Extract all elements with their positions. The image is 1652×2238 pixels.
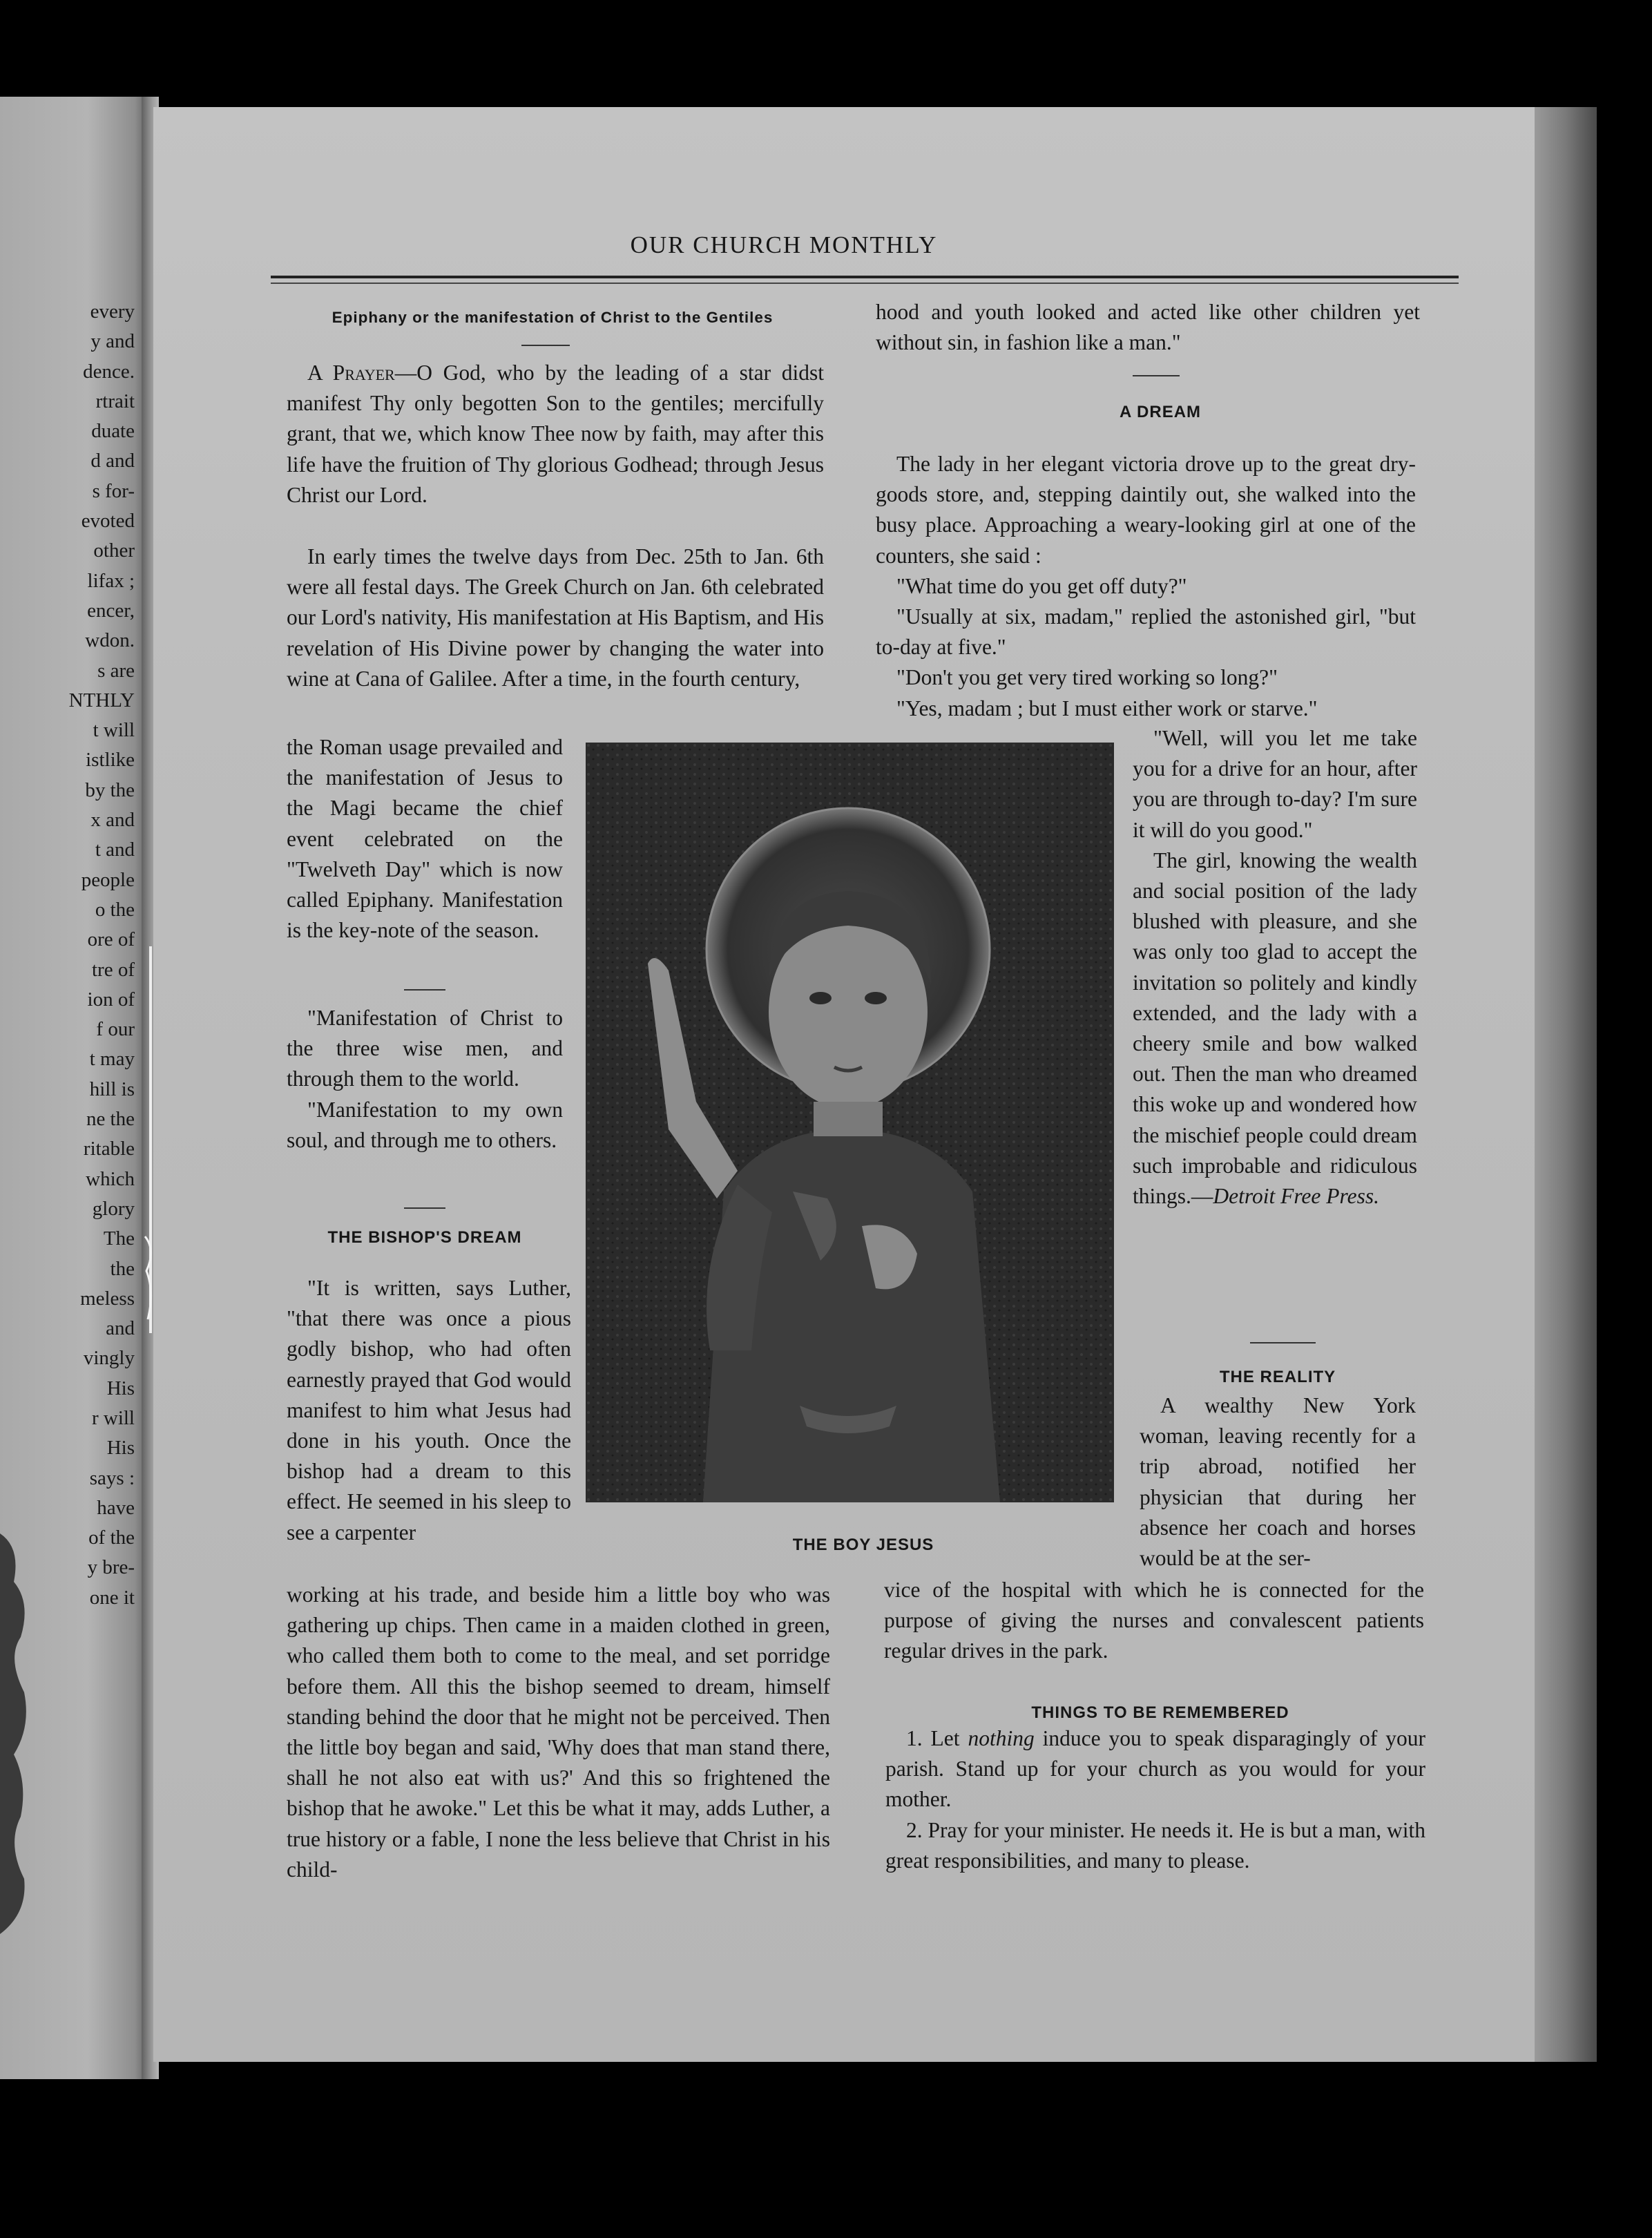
bishops-dream-ending	[876, 297, 1420, 358]
divider	[1133, 375, 1180, 376]
left-page-fragment: t and	[95, 839, 135, 861]
divider	[404, 1207, 445, 1209]
things-list	[885, 1723, 1425, 1876]
left-page-fragment: rtrait	[95, 390, 135, 412]
reality-narrow	[1140, 1390, 1416, 1574]
left-page-fragment: s for-	[92, 479, 135, 502]
left-page-fragment: says :	[89, 1466, 135, 1489]
left-page-fragment: duate	[91, 420, 135, 443]
quote-one: "Manifestation of Christ to the three wise men, and through them to the world.	[287, 1006, 563, 1091]
left-page-fragment: ritable	[83, 1138, 135, 1160]
reality-text-narrow: A wealthy New York woman, leaving recently for a trip abroad, notified her physician that during her absence her coach and horses would be at the ser-	[1140, 1393, 1416, 1571]
bishops-dream-narrow	[287, 1273, 571, 1548]
a-dream-p1: The lady in her elegant victoria drove up to the great dry-goods store, and, stepping daintily out, she walked into the busy place. Approaching a weary-looking girl at one of the counters, she said :	[876, 452, 1416, 568]
left-page-fragment: The	[103, 1227, 135, 1250]
left-page-fragment: t may	[89, 1048, 135, 1071]
header-rule	[271, 276, 1459, 278]
bishops-dream-text-narrow: "It is written, says Luther, "that there was once a pious godly bishop, who had often earnestly prayed that God would manifest to him what Jesus had done in his youth. Once the bishop had a dream to this effect. He seemed in his sleep to see a carpenter	[287, 1276, 571, 1544]
left-page-fragment: one it	[89, 1586, 135, 1609]
quote-two: "Manifestation to my own soul, and through me to others.	[287, 1097, 563, 1152]
left-page-fragment: every	[90, 300, 135, 323]
left-page-fragment: His	[106, 1377, 135, 1399]
page-edge-shadow	[1535, 107, 1597, 2062]
prayer-paragraph	[287, 358, 824, 510]
a-dream-p2: "What time do you get off duty?"	[896, 573, 1187, 598]
a-dream-p7-text: The girl, knowing the wealth and social position of the lady blushed with pleasure, and she was only too glad to accept the invitation so politely and kindly extended, and the lady with a cheery smile and bow walked out. Then the man who dreamed this woke up and wondered how the mischief people could dream such improbable and ridiculous things.—	[1133, 848, 1417, 1209]
a-dream-p6: "Well, will you let me take you for a drive for an hour, after you are through to-day? I'm sure it will do you good."	[1133, 726, 1417, 842]
a-dream-p4: "Don't you get very tired working so long?"	[896, 665, 1278, 690]
manifestation-quotes	[287, 1003, 563, 1156]
left-page-fragment: ion of	[87, 988, 135, 1011]
left-page-fragment: of the	[88, 1527, 135, 1549]
things-item-1	[885, 1723, 1425, 1815]
left-page-fragment: people	[81, 868, 135, 891]
epiphany-heading: Epiphany or the manifestation of Christ to the Gentiles	[332, 309, 774, 326]
left-page-fragment: encer,	[87, 599, 135, 622]
things-item-1-b: induce you to speak disparagingly of your parish. Stand up for your church as you would for your mother.	[885, 1726, 1425, 1812]
left-page-fragment: other	[93, 539, 135, 562]
a-dream-p5: "Yes, madam ; but I must either work or starve."	[896, 696, 1318, 720]
left-page-fragment: t will	[93, 719, 135, 742]
left-page-fragment: o the	[95, 898, 135, 921]
left-page-fragment: have	[97, 1496, 135, 1519]
left-page-fragment: His	[106, 1437, 135, 1460]
left-page-fragment: hill is	[89, 1078, 135, 1100]
left-page-fragment: istlike	[86, 749, 135, 772]
things-item-1-a: 1. Let	[906, 1726, 968, 1750]
boy-jesus-picture	[586, 743, 1114, 1502]
left-page-fragment: evoted	[81, 510, 135, 533]
header-rule-thin	[271, 283, 1459, 284]
prayer-label: A Prayer	[307, 361, 395, 385]
epiphany-paragraph	[287, 542, 824, 694]
left-page-fragment: y bre-	[87, 1556, 135, 1579]
things-item-1-emphasis: nothing	[968, 1726, 1035, 1750]
left-page-fragment: vingly	[83, 1347, 135, 1370]
bishops-dream-ending-text: hood and youth looked and acted like other children yet without sin, in fashion like a man."	[876, 300, 1420, 355]
a-dream-p7	[1133, 845, 1417, 1212]
epiphany-continued-text: the Roman usage prevailed and the manifestation of Jesus to the Magi became the chief event celebrated on the "Twelveth Day" which is now called Epiphany. Manifestation is the key-note of the season.	[287, 735, 563, 943]
left-page-fragment: f our	[96, 1018, 135, 1041]
reality-text-wide: vice of the hospital with which he is connected for the purpose of giving the nurses and convalescent patients regular drives in the park.	[884, 1578, 1424, 1663]
left-page-fragment: ore of	[87, 928, 135, 951]
epiphany-paragraph-text: In early times the twelve days from Dec. 25th to Jan. 6th were all festal days. The Greek Church on Jan. 6th celebrated our Lord's nativity, His manifestation at His Baptism, and His revelation of His Divine power by changing the water into wine at Cana of Galilee. After a time, in the fourth century,	[287, 544, 824, 691]
left-page-fragment: by the	[85, 778, 135, 801]
left-page-fragment: NTHLY	[68, 689, 135, 711]
picture-caption: THE BOY JESUS	[792, 1536, 934, 1554]
left-page-fragment: d and	[90, 450, 135, 472]
left-page-fragment: the	[110, 1257, 135, 1280]
things-item-2: 2. Pray for your minister. He needs it. He is but a man, with great responsibilities, and many to please.	[885, 1817, 1425, 1873]
left-page-fragment: x and	[90, 809, 135, 832]
prayer-text: —O God, who by the leading of a star didst manifest Thy only begotten Son to the gentiles; mercifully grant, that we, which know Thee now by faith, may after this life have the fruition of Thy glorious Godhead; through Jesus Christ our Lord.	[287, 361, 824, 507]
things-heading: THINGS TO BE REMEMBERED	[1031, 1703, 1289, 1722]
divider	[404, 989, 445, 991]
left-page-fragment: and	[106, 1317, 135, 1340]
left-page-fragment: tre of	[92, 958, 135, 981]
a-dream-narrow	[1133, 723, 1417, 1212]
left-page-text-fragments	[0, 297, 135, 1613]
left-page-fragment: y and	[90, 330, 135, 353]
bishops-dream-heading: THE BISHOP'S DREAM	[327, 1228, 522, 1247]
left-page-fragment: s are	[97, 659, 135, 682]
left-page-ornament	[0, 1520, 35, 1948]
reality-wide	[884, 1575, 1424, 1667]
running-header: OUR CHURCH MONTHLY	[630, 231, 938, 258]
left-page-fragment: glory	[92, 1197, 135, 1220]
reality-heading: THE REALITY	[1219, 1368, 1336, 1386]
left-page-fragment: r will	[91, 1406, 135, 1429]
divider	[521, 345, 570, 346]
a-dream-p3: "Usually at six, madam," replied the astonished girl, "but to-day at five."	[876, 604, 1416, 660]
a-dream-source: Detroit Free Press.	[1213, 1184, 1379, 1209]
left-page-fragment: ne the	[86, 1108, 135, 1131]
epiphany-paragraph-continued	[287, 732, 563, 946]
bishops-dream-text-wide: working at his trade, and beside him a little boy who was gathering up chips. Then came in a maiden clothed in green, who called them both to come to the meal, and set porridge before them. All this the bishop seemed to dream, himself standing behind the door that he might not be perceived. Then the little boy began and said, 'Why does that man stand there, shall he not also eat with us?' And this so frightened the bishop that he awoke." Let this be what it may, adds Luther, a true history or a fable, I none the less believe that Christ in his child-	[287, 1582, 830, 1882]
left-page-fragment: dence.	[83, 360, 135, 383]
left-page-fragment: meless	[80, 1287, 135, 1310]
divider	[1250, 1342, 1316, 1343]
left-page-fragment: lifax ;	[87, 569, 135, 592]
left-page-fragment: wdon.	[85, 629, 135, 652]
left-page-fragment: which	[86, 1167, 135, 1190]
a-dream-heading: A DREAM	[1119, 403, 1202, 421]
a-dream-wide	[876, 449, 1416, 724]
bishops-dream-wide	[287, 1580, 830, 1885]
